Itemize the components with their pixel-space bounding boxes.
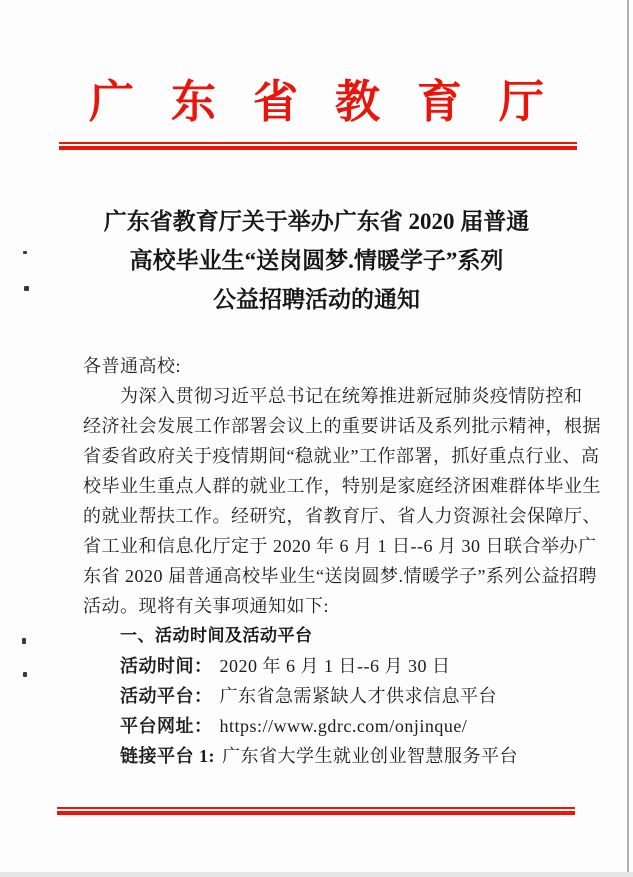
paragraph-line: 为深入贯彻习近平总书记在统筹推进新冠肺炎疫情防控和 [120, 386, 583, 406]
info-label: 活动平台： [120, 686, 213, 706]
info-item-platform-url [83, 711, 563, 741]
paragraph-line: 的就业帮扶工作。经研究，省教育厅、省人力资源社会保障厅、 [83, 506, 601, 526]
document-title [36, 202, 597, 319]
info-label: 链接平台 1: [120, 746, 215, 766]
scan-speck [22, 638, 26, 644]
info-label: 活动时间： [120, 656, 213, 676]
paragraph-line: 东省 2020 届普通高校毕业生“送岗圆梦.情暖学子”系列公益招聘 [83, 566, 597, 586]
scan-edge-bottom [0, 872, 633, 877]
document-body [83, 351, 601, 771]
paragraph-line: 校毕业生重点人群的就业工作，特别是家庭经济困难群体毕业生 [83, 476, 601, 496]
info-value: 2020 年 6 月 1 日--6 月 30 日 [219, 656, 451, 676]
info-item-activity-time [83, 651, 563, 681]
paragraph-line: 省工业和信息化厅定于 2020 年 6 月 1 日--6 月 30 日联合举办广 [83, 536, 597, 556]
info-label: 平台网址： [120, 716, 213, 736]
info-value: https://www.gdrc.com/onjinque/ [219, 716, 468, 736]
scan-edge-right [627, 0, 629, 877]
info-item-activity-platform [83, 681, 563, 711]
document-title-line-3: 公益招聘活动的通知 [213, 287, 420, 312]
paragraph-line: 经济社会发展工作部署会议上的重要讲话及系列批示精神，根据 [83, 416, 601, 436]
scan-speck [24, 286, 29, 291]
scan-speck [23, 251, 27, 254]
paragraph-line: 省委省政府关于疫情期间“稳就业”工作部署，抓好重点行业、高 [83, 446, 600, 466]
paragraph-line: 活动。现将有关事项通知如下: [83, 596, 329, 616]
document-title-line-2: 高校毕业生“送岗圆梦.情暖学子”系列 [129, 248, 504, 273]
letterhead-rule [59, 142, 577, 150]
section-heading: 一、活动时间及活动平台 [120, 626, 313, 645]
salutation: 各普通高校: [83, 356, 182, 376]
document-title-line-1: 广东省教育厅关于举办广东省 2020 届普通 [103, 209, 530, 234]
letterhead-agency-title: 广东省教育厅 [88, 77, 581, 127]
closing-rule [57, 807, 575, 815]
info-item-linked-platform-1 [83, 741, 563, 771]
info-value: 广东省急需紧缺人才供求信息平台 [219, 686, 497, 706]
info-value: 广东省大学生就业创业智慧服务平台 [222, 746, 518, 766]
scan-speck [23, 672, 27, 677]
